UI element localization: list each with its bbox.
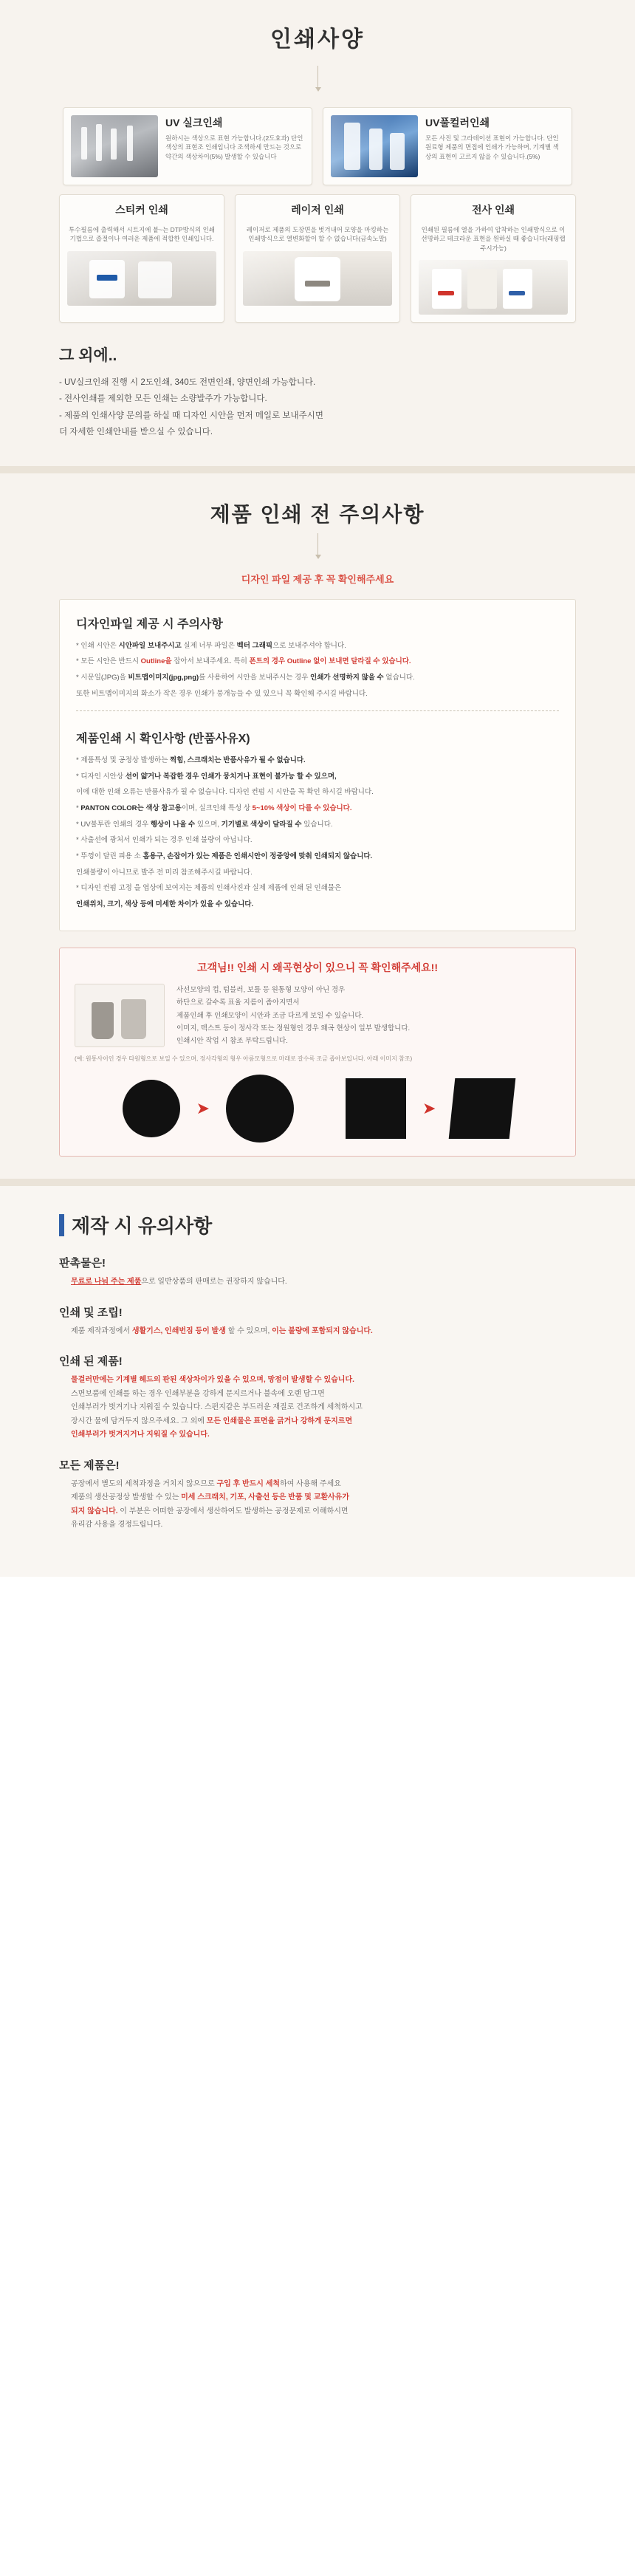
note-line xyxy=(59,1275,576,1289)
distortion-warning-box xyxy=(59,948,576,1157)
circle-shape-distorted xyxy=(226,1075,294,1143)
spec-card-heading: 레이저 인쇄 xyxy=(291,204,344,216)
bullet-mid: 이며, 실크인쇄 특성 상 xyxy=(181,804,253,812)
bullet-post: 있습니다. xyxy=(301,820,333,829)
bullet-strong: 비트맵이미지(jpg,png) xyxy=(128,673,199,682)
note-line-2: 스면보품에 인쇄를 하는 경우 인쇄부분을 강하게 문지르거나 불속에 오랜 담그면 xyxy=(71,1389,325,1398)
section-production-notes xyxy=(0,1186,635,1577)
bullet-strong2: 5~10% 색상이 다를 수 있습니다. xyxy=(252,804,352,812)
bullet-strong2: 폰트의 경우 Outline 없이 보내면 달라질 수 있습니다. xyxy=(249,657,411,666)
bullet-strong: 선이 얇거나 복잡한 경우 인쇄가 뭉치거나 표현이 불가능 할 수 있으며, xyxy=(125,772,337,781)
bullet-mid: 있으며, xyxy=(195,820,222,829)
note-red: 모든 인쇄물은 표면을 긁거나 강하게 문지르면 xyxy=(206,1417,353,1425)
panel2-bullet-2 xyxy=(76,771,559,784)
bullet-strong: 시안파일 보내주시고 xyxy=(118,641,182,650)
precautions-panel xyxy=(59,599,576,932)
note-line-2 xyxy=(59,1491,576,1505)
etc-line-1: - UV실크인쇄 진행 시 2도인쇄, 340도 전면인쇄, 양면인쇄 가능합니다. xyxy=(59,377,316,387)
etc-block xyxy=(59,343,576,441)
spec-card-uv-full-color xyxy=(323,107,572,185)
spec-card-body: 원하시는 색상으로 표현 가능합니다.(2도효과) 단인 색상의 표현조 인쇄입니다 조색하세 만드는 것으로 약간의 색상차이(5%) 발생할 수 있습니다 xyxy=(165,134,303,160)
bullet-mid: 를 사용하여 시안을 보내주시는 경우 xyxy=(199,673,311,682)
bullet-pre: * UV불투란 인쇄의 경우 xyxy=(76,820,151,829)
distortion-shapes xyxy=(75,1075,560,1143)
spec-card-uv-silk xyxy=(63,107,312,185)
spec-cards-bottom xyxy=(0,194,635,323)
warn-line-1: 사선모양의 컵, 텀블러, 보틀 등 원통형 모양이 아닌 경우 xyxy=(176,986,346,995)
bullet-strong: Outline을 xyxy=(140,657,172,666)
section-print-spec xyxy=(0,0,635,466)
bullet-mid: 실제 너부 파일은 xyxy=(181,641,237,650)
note-block-1 xyxy=(59,1255,576,1289)
spec-card-body: 인쇄된 필름에 열을 가하여 압착하는 인쇄방식으로 이 선명하고 테크라운 표현을 원하실 때 좋습니다(래핑랩주시가능) xyxy=(421,226,566,252)
dashed-divider xyxy=(76,710,559,711)
panel2-bullet-10 xyxy=(76,899,559,911)
section-divider-2 xyxy=(0,1179,635,1186)
sticker-photo xyxy=(67,251,216,306)
bullet-pre: * xyxy=(76,804,81,812)
bullet-strong2: 기기별로 색상이 달라질 수 xyxy=(221,820,302,829)
note-block-4 xyxy=(59,1457,576,1532)
spec-card-body: 레이저로 제품의 도장면을 벗겨내어 모양을 마킹하는 인쇄방식으로 열변화할이 할 수 없습니다(금속노말) xyxy=(246,226,389,243)
bullet-pre: * 뚜껑이 달린 피용 소 xyxy=(76,852,143,860)
spec-card-body: 모든 사진 및 그라데이션 표현이 가능합니다. 단인 원료형 제품의 면접에 인쇄가 가능하며, 기계별 색상의 표현이 고르지 않을 수 있습니다.(5%) xyxy=(425,134,559,160)
note-block-3 xyxy=(59,1353,576,1442)
note-line xyxy=(59,1325,576,1339)
etc-heading: 그 외에.. xyxy=(59,346,117,364)
note-red: 생활기스, 인쇄번짐 등이 발생 xyxy=(131,1326,226,1335)
spec-card-heading: 스티커 인쇄 xyxy=(115,204,168,216)
panel2-bullet-1 xyxy=(76,755,559,767)
cup-sample-photo xyxy=(75,984,165,1047)
panel2-bullet-7 xyxy=(76,851,559,863)
note-line-3: 인쇄부러가 벗겨기나 지워질 수 있습니다. 스펀지같은 부드러운 재질로 건조하게 세척하시고 xyxy=(71,1403,363,1412)
precautions-subtitle: 디자인 파일 제공 후 꼭 확인해주세요 xyxy=(241,573,394,585)
note-block-2 xyxy=(59,1304,576,1339)
uv-full-color-photo xyxy=(331,115,418,177)
panel1-bullet-3 xyxy=(76,672,559,685)
warn-line-4: 이미지, 텍스트 등이 정사각 또는 정원형인 경우 왜곡 현상이 일부 발생합니다. xyxy=(176,1024,411,1032)
panel1-bullet-2 xyxy=(76,656,559,668)
bullet-strong: 행상이 나올 수 xyxy=(150,820,196,829)
note-heading: 모든 제품은! xyxy=(59,1459,120,1472)
bullet-strong2: 인쇄가 선명하지 않을 수 xyxy=(310,673,384,682)
blue-accent-bar xyxy=(59,1214,64,1236)
bullet-strong: PANTON COLOR는 색상 참고용 xyxy=(80,804,182,812)
section-precautions xyxy=(0,473,635,1179)
etc-line-2: - 전사인쇄를 제외한 모든 인쇄는 소량발주가 가능합니다. xyxy=(59,394,267,404)
panel2-bullet-6: * 사출선에 광처서 인쇄가 되는 경우 인쇄 불량이 아닙니다. xyxy=(76,836,253,845)
spec-cards-top xyxy=(0,107,635,185)
warn-heading: 고객님!! 인쇄 시 왜곡현상이 있으니 꼭 확인해주세요!! xyxy=(197,962,438,974)
warn-line-5: 인쇄시안 작업 시 참조 부탁드립니다. xyxy=(176,1036,288,1045)
note-line-4: 유리감 사용을 경정드립니다. xyxy=(71,1521,163,1530)
note-post: 할 수 있으며, xyxy=(225,1326,272,1335)
section-divider xyxy=(0,466,635,473)
note-red: 미세 스크래치, 기포, 사출선 등은 반품 및 교환사유가 xyxy=(181,1493,350,1502)
production-notes-title: 제작 시 유의사항 xyxy=(72,1215,213,1238)
bullet-pre: * 제품특성 및 공정상 발생하는 xyxy=(76,756,171,765)
panel1-heading: 디자인파일 제공 시 주의사항 xyxy=(76,617,223,631)
bullet-strong: 인쇄위치, 크기, 색상 등에 미세한 차이가 있을 수 있습니다. xyxy=(76,900,254,908)
etc-line-4: 더 자세한 인쇄안내를 받으실 수 있습니다. xyxy=(59,428,213,437)
note-red: 무료로 나눠 주는 제품 xyxy=(71,1278,142,1287)
note-line-1 xyxy=(59,1478,576,1492)
note-line-3 xyxy=(59,1505,576,1519)
note-pre: 장시간 물에 담겨두지 않으주세요. 그 외에 xyxy=(71,1417,207,1425)
circle-shape-original xyxy=(123,1080,180,1137)
spec-card-heading: UV풀컬러인쇄 xyxy=(425,117,490,129)
bullet-pre: * 디자인 시안상 xyxy=(76,772,126,781)
note-pre: 제품의 생산공정상 발생할 수 있는 xyxy=(71,1493,182,1502)
note-pre: 공장에서 별도의 세척과정을 거치지 않으므로 xyxy=(71,1479,217,1488)
square-shape-distorted xyxy=(449,1078,516,1139)
panel2-bullet-4 xyxy=(76,803,559,815)
bullet-mid: 잡아서 보내주세요. 특히 xyxy=(171,657,250,666)
note-post: 으로 일반상품의 판매로는 권장하지 않습니다. xyxy=(141,1278,287,1287)
arrow-right-icon: ➤ xyxy=(196,1099,210,1118)
bullet-pre: * 인쇄 시안은 xyxy=(76,641,119,650)
bullet-strong2: 벡터 그래픽 xyxy=(236,641,273,650)
note-line-5 xyxy=(59,1428,576,1442)
note-post: 이 부분은 어떠한 공장에서 생산하여도 발생하는 공정문제로 이해하시면 xyxy=(117,1507,349,1515)
note-line-4 xyxy=(59,1415,576,1429)
etc-line-3: - 제품의 인쇄사양 문의를 하실 때 디자인 시안을 먼저 메일로 보내주시면 xyxy=(59,411,323,420)
transfer-photo xyxy=(419,260,568,315)
spec-card-transfer xyxy=(411,194,576,323)
note-heading: 판촉물은! xyxy=(59,1257,106,1270)
panel2-heading: 제품인쇄 시 확인사항 (반품사유X) xyxy=(76,733,250,746)
panel2-bullet-5 xyxy=(76,819,559,832)
bullet-strong: 홈용구, 손잡이가 있는 제품은 인쇄시안이 정중앙에 맞춰 인쇄되지 않습니다. xyxy=(143,852,373,860)
warn-note: (예: 원통사이인 경우 타원형으로 보일 수 있으며, 정사각형의 형우 아름모형으로 마래로 갈수록 조금 좁아보입니다. 아래 이미지 참조) xyxy=(75,1055,413,1063)
page-title: 인쇄사양 xyxy=(270,27,365,52)
bullet-post: 으로 보내주셔야 합니다. xyxy=(272,641,346,650)
spec-card-heading: 전사 인쇄 xyxy=(472,204,515,216)
laser-photo xyxy=(243,251,392,306)
warn-lines xyxy=(176,984,560,1046)
note-pre: 제품 제작과정에서 xyxy=(71,1326,132,1335)
bullet-pre: * 시문일(JPG)을 xyxy=(76,673,128,682)
note-heading: 인쇄 된 제품! xyxy=(59,1355,123,1368)
note-red-2: 이는 불량에 포함되지 않습니다. xyxy=(272,1326,373,1335)
note-red: 구입 후 반드시 세척 xyxy=(216,1479,281,1488)
panel1-bullet-1 xyxy=(76,640,559,653)
note-red: 물걸러만에는 기계별 헤드의 판된 색상차이가 있을 수 있으며, 망점이 발생할 수 있습니다. xyxy=(71,1376,354,1385)
panel2-bullet-3: 이에 대한 인쇄 오류는 반품사유가 될 수 없습니다. 디자인 컨펌 시 시안을 꼭 확인 하시길 바랍니다. xyxy=(76,788,374,797)
spec-card-body: 투수필름에 출력해서 시트지에 붙~는 DTP방식의 인쇄기법으로 좁절이나 여러운 제품에 적합한 인쇄입니다. xyxy=(69,226,215,243)
spec-card-sticker xyxy=(59,194,224,323)
arrow-right-icon-2: ➤ xyxy=(422,1099,436,1118)
note-line-1 xyxy=(59,1374,576,1388)
note-red: 인쇄부러가 벗겨지거나 지워질 수 있습니다. xyxy=(71,1431,210,1439)
panel2-bullet-8: 인쇄불량이 아니므로 발주 전 미리 참조해주시길 바랍니다. xyxy=(76,868,253,877)
panel1-bullet-4: 또한 비트맵이미지의 화소가 작은 경우 인쇄가 뭉개능들 수 있 있으니 꼭 확인해 주시길 바랍니다. xyxy=(76,689,368,698)
square-shape-original xyxy=(346,1078,406,1139)
bullet-pre: * 모든 시안은 반드시 xyxy=(76,657,141,666)
panel2-bullet-9: * 디자인 컨펌 고정 을 엽상에 보여지는 제품의 인쇄사진과 실제 제품에 인쇄 된 인쇄물은 xyxy=(76,884,342,893)
bullet-strong: 찍힘, 스크래치는 반품사유가 될 수 없습니다. xyxy=(170,756,306,765)
precautions-title: 제품 인쇄 전 주의사항 xyxy=(210,502,425,526)
warn-line-3: 제품인쇄 후 인쇄모양이 시안과 조금 다르게 보일 수 있습니다. xyxy=(176,1011,364,1020)
note-heading: 인쇄 및 조립! xyxy=(59,1306,123,1319)
spec-card-laser xyxy=(235,194,400,323)
spec-card-heading: UV 실크인쇄 xyxy=(165,117,223,129)
bullet-post: 없습니다. xyxy=(383,673,415,682)
warn-line-2: 하단으로 갈수록 표율 지름이 좁아지면서 xyxy=(176,998,300,1007)
note-red: 되지 않습니다. xyxy=(71,1507,118,1515)
note-post: 하여 사용해 주세요 xyxy=(280,1479,341,1488)
uv-silk-photo xyxy=(71,115,158,177)
